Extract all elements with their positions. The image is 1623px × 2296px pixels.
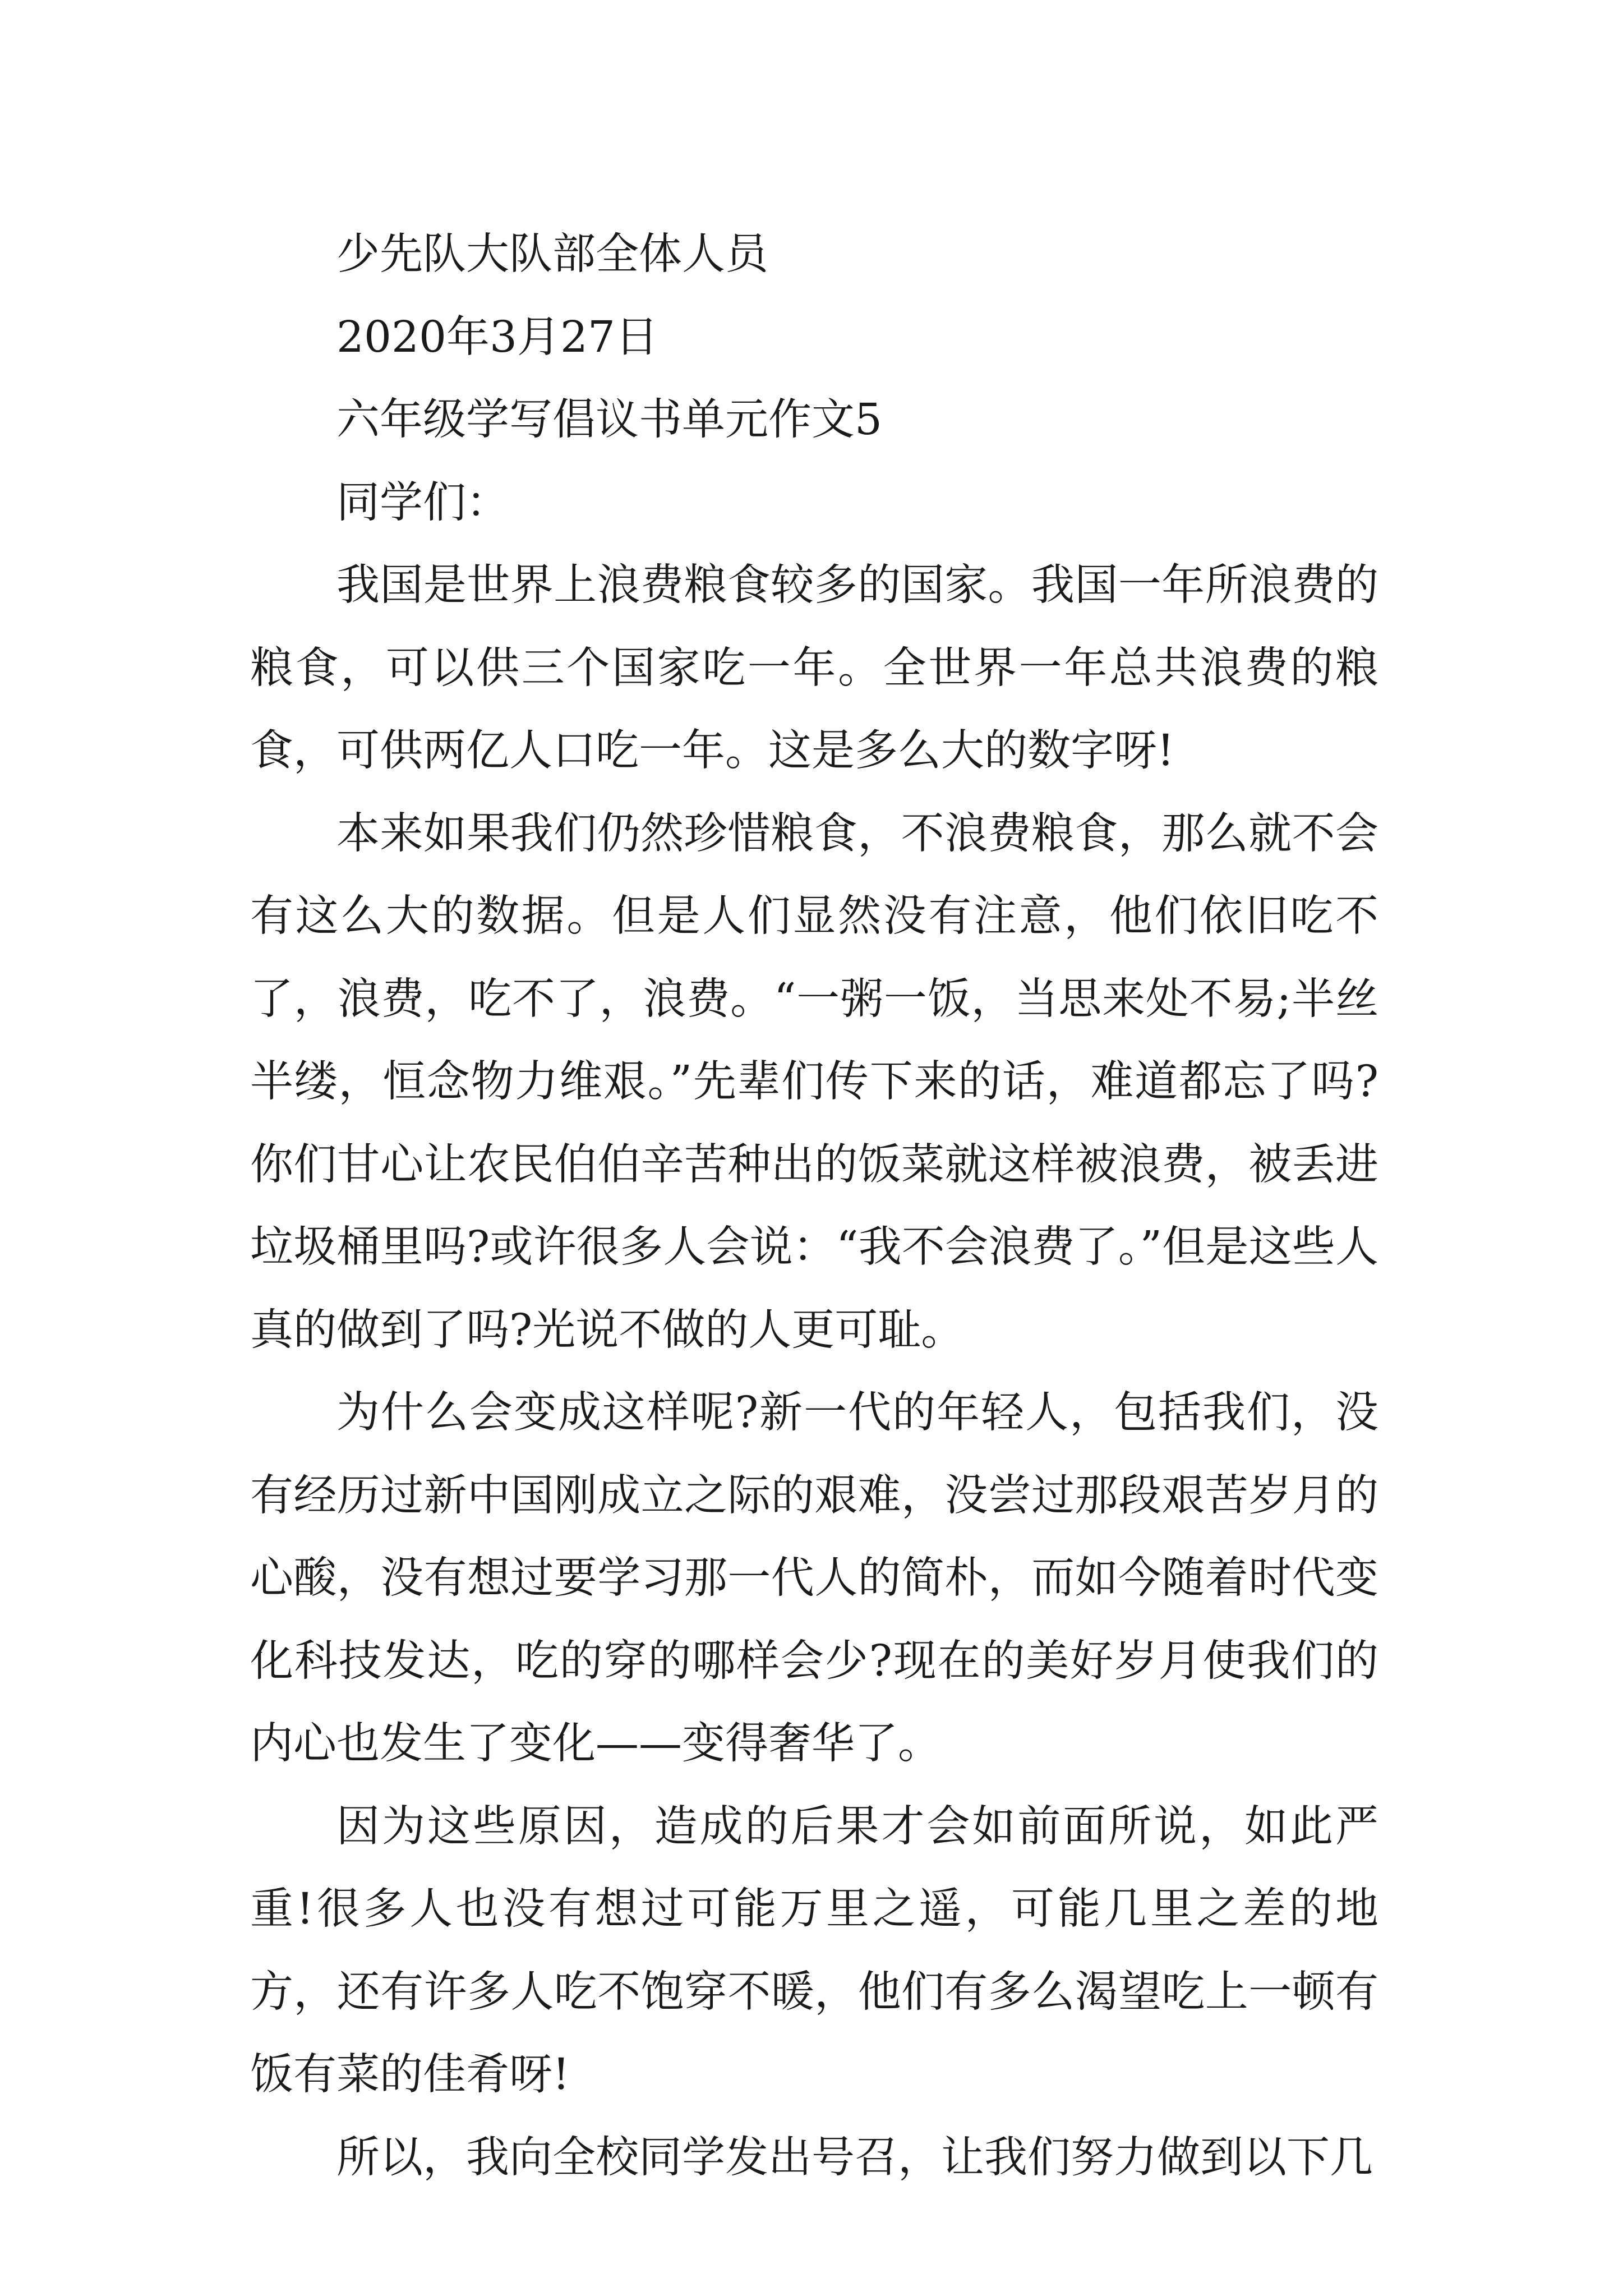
paragraph-3: 为什么会变成这样呢?新一代的年轻人，包括我们，没有经历过新中国刚成立之际的艰难，没尝过那段艰苦岁月的心酸，没有想过要学习那一代人的简朴，而如今随着时代变化科技发达，吃的穿的哪样会少?现在的美好岁月使我们的内心也发生了变化——变得奢华了。 — [250, 1388, 1378, 1769]
paragraph-2: 本来如果我们仍然珍惜粮食，不浪费粮食，那么就不会有这么大的数据。但是人们显然没有注意，他们依旧吃不了，浪费，吃不了，浪费。“一粥一饭，当思来处不易;半丝半缕，恒念物力维艰。”先辈们传下来的话，难道都忘了吗?你们甘心让农民伯伯辛苦种出的饭菜就这样被浪费，被丢进垃圾桶里吗?或许很多人会说：“我不会浪费了。”但是这些人真的做到了吗?光说不做的人更可耻。 — [250, 808, 1378, 1355]
paragraph-5: 所以，我向全校同学发出号召，让我们努力做到以下几 — [336, 2132, 1373, 2183]
date-line: 2020年3月27日 — [336, 312, 658, 362]
signature-line: 少先队大队部全体人员 — [336, 229, 768, 279]
document-body — [250, 213, 1378, 2199]
paragraph-1: 我国是世界上浪费粮食较多的国家。我国一年所浪费的粮食，可以供三个国家吃一年。全世界一年总共浪费的粮食，可供两亿人口吃一年。这是多么大的数字呀! — [250, 560, 1378, 776]
paragraph-4: 因为这些原因，造成的后果才会如前面所说，如此严重!很多人也没有想过可能万里之遥，可能几里之差的地方，还有许多人吃不饱穿不暖，他们有多么渴望吃上一顿有饭有菜的佳肴呀! — [250, 1801, 1378, 2100]
essay-title: 六年级学写倡议书单元作文5 — [336, 395, 882, 445]
salutation: 同学们： — [336, 477, 509, 528]
